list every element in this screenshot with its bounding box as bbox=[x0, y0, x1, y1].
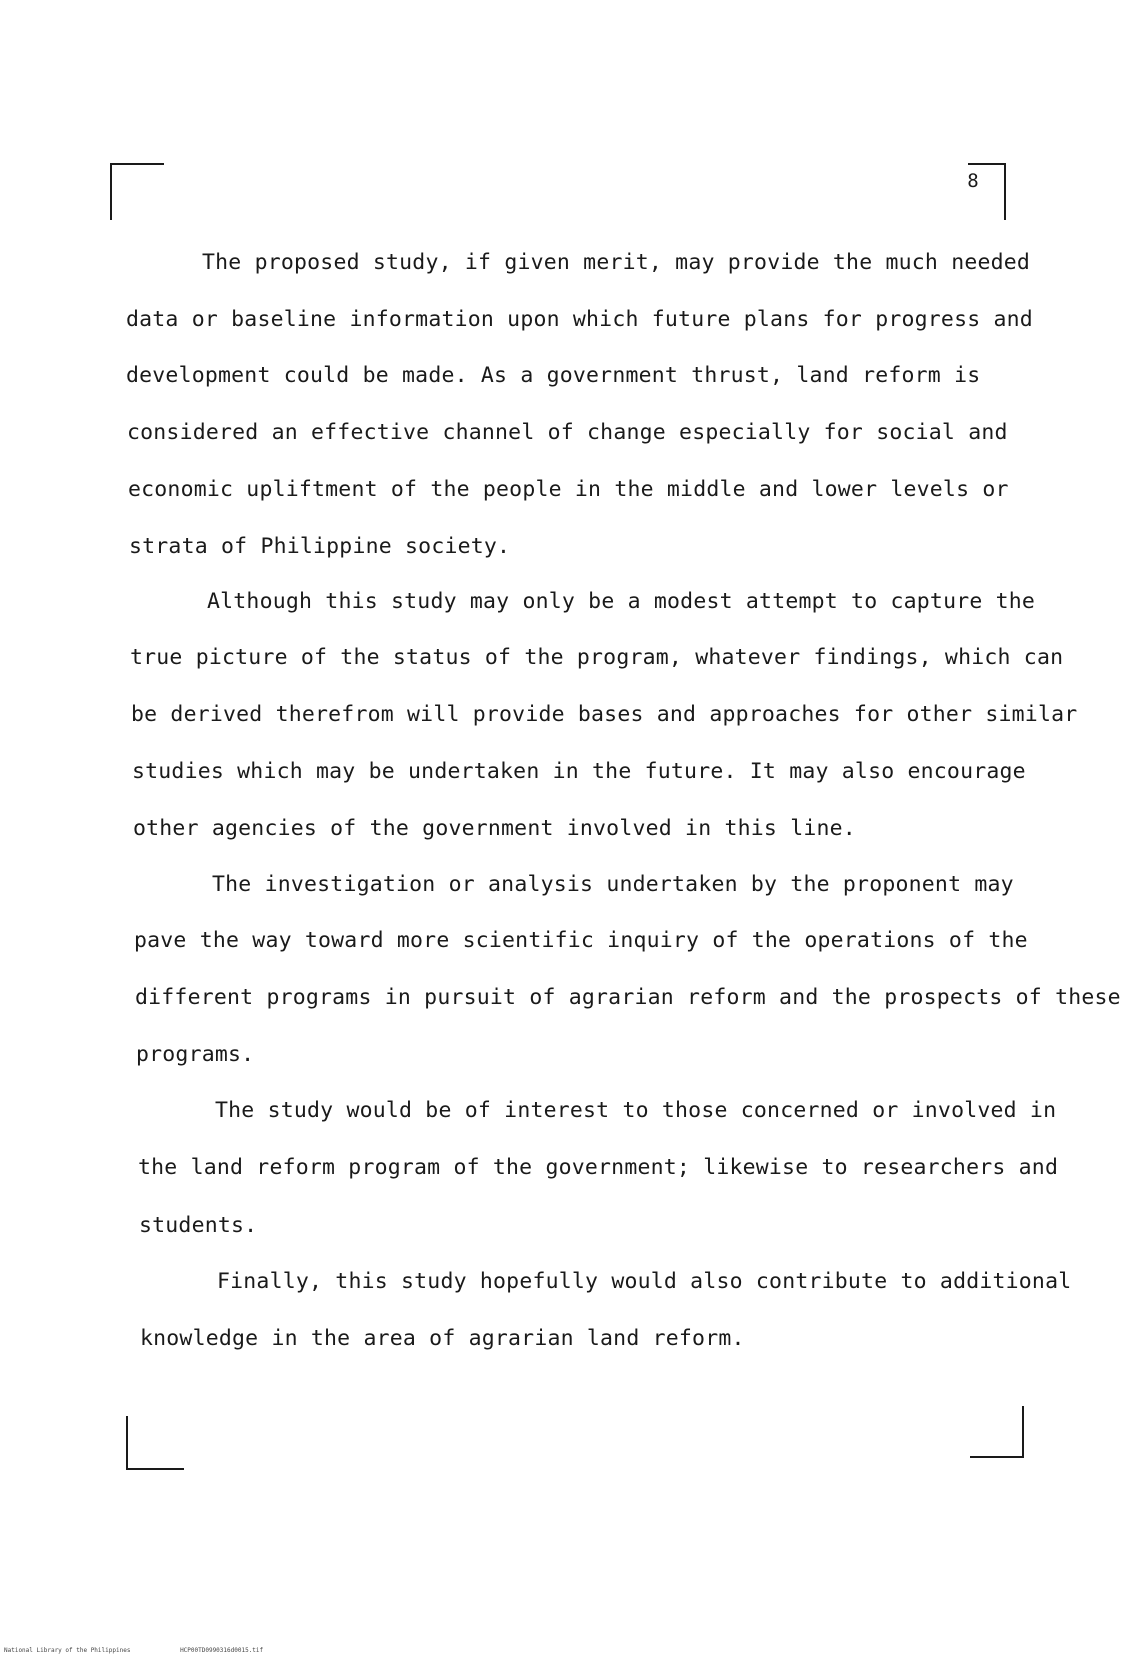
paragraph-3-line-4: programs. bbox=[136, 1042, 255, 1067]
scan-footer bbox=[4, 1647, 309, 1654]
paragraph-2-line-4: studies which may be undertaken in the future. It may also encourage bbox=[132, 759, 1026, 784]
paragraph-4-line-1: The study would be of interest to those concerned or involved in bbox=[215, 1098, 1057, 1123]
paragraph-1-line-3: development could be made. As a government thrust, land reform is bbox=[126, 363, 981, 388]
footer-library: National Library of the Philippines bbox=[4, 1647, 131, 1654]
paragraph-1-line-6: strata of Philippine society. bbox=[129, 534, 511, 559]
crop-mark-top-left bbox=[110, 163, 164, 220]
paragraph-3-line-2: pave the way toward more scientific inquiry of the operations of the bbox=[134, 928, 1028, 953]
paragraph-1-line-5: economic upliftment of the people in the middle and lower levels or bbox=[128, 477, 1009, 502]
paragraph-2-line-3: be derived therefrom will provide bases and approaches for other similar bbox=[131, 702, 1078, 727]
paragraph-1-line-1: The proposed study, if given merit, may provide the much needed bbox=[202, 250, 1031, 275]
page-number: 8 bbox=[967, 170, 979, 192]
paragraph-4-line-3: students. bbox=[139, 1213, 258, 1238]
paragraph-3-line-3: different programs in pursuit of agrarian reform and the prospects of these bbox=[135, 985, 1121, 1010]
crop-mark-bottom-right bbox=[970, 1406, 1024, 1458]
paragraph-4-line-2: the land reform program of the government; likewise to researchers and bbox=[138, 1155, 1059, 1180]
paragraph-5-line-2: knowledge in the area of agrarian land reform. bbox=[140, 1326, 745, 1351]
footer-file-id: HCP00TD0990316d0015.tif bbox=[180, 1647, 264, 1654]
paragraph-2-line-1: Although this study may only be a modest attempt to capture the bbox=[207, 589, 1036, 614]
paragraph-2-line-5: other agencies of the government involved in this line. bbox=[133, 816, 856, 841]
paragraph-1-line-4: considered an effective channel of change especially for social and bbox=[127, 420, 1008, 445]
paragraph-3-line-1: The investigation or analysis undertaken by the proponent may bbox=[212, 872, 1014, 897]
paragraph-2-line-2: true picture of the status of the program, whatever findings, which can bbox=[130, 645, 1064, 670]
paragraph-5-line-1: Finally, this study hopefully would also contribute to additional bbox=[217, 1269, 1072, 1294]
crop-mark-bottom-left bbox=[126, 1416, 184, 1470]
paragraph-1-line-2: data or baseline information upon which future plans for progress and bbox=[126, 307, 1033, 332]
